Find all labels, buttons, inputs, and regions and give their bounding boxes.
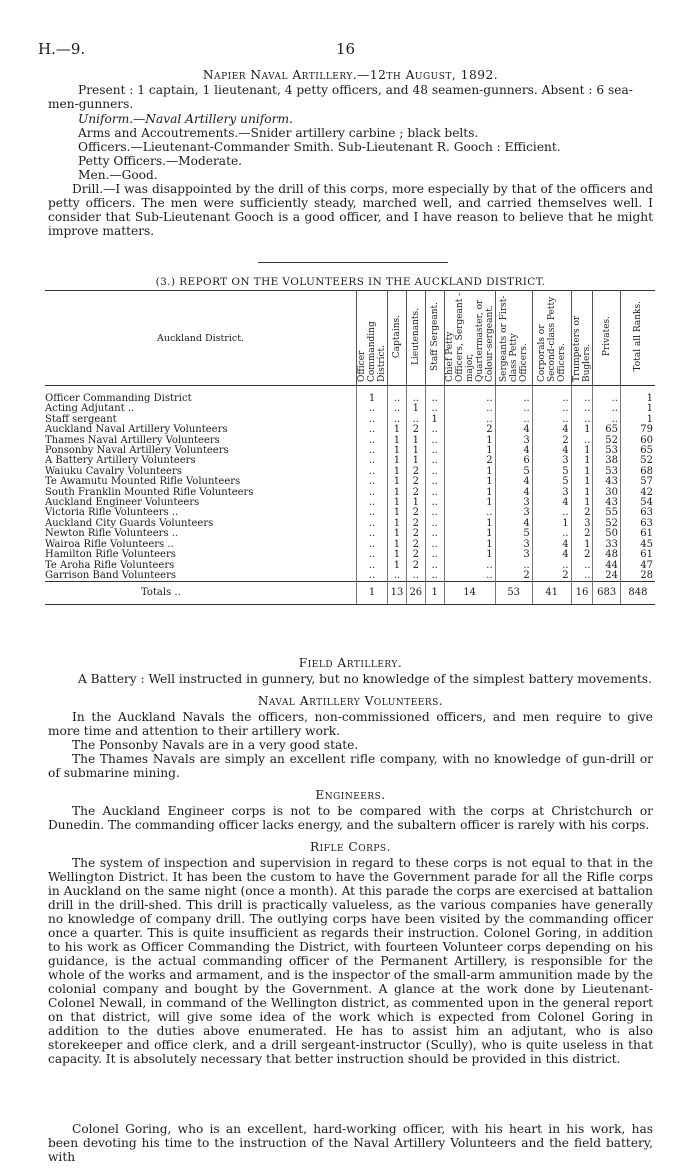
- table-cell: ..: [425, 488, 444, 498]
- naval-artillery-p2: The Ponsonby Navals are in a very good state.: [72, 738, 359, 752]
- table-cell: 79: [620, 425, 655, 435]
- row-label: Staff sergeant: [45, 413, 117, 425]
- table-cell: ..: [425, 436, 444, 446]
- table-cell: 1: [444, 498, 495, 508]
- row-label: Te Awamutu Mounted Rifle Volunteers: [45, 476, 241, 488]
- table-cell: 61: [620, 529, 655, 539]
- table-cell: ..: [495, 561, 532, 571]
- table-cell: ..: [444, 404, 495, 414]
- table-cell: 33: [593, 540, 621, 550]
- table-cell: 30: [593, 488, 621, 498]
- column-header: Chief Petty Officers, Sergeant - major, Quartermaster, or Colour-sergeant.: [444, 291, 495, 386]
- table-cell: ..: [357, 477, 388, 487]
- table-cell: 28: [620, 571, 655, 582]
- engineers-p1: The Auckland Engineer corps is not to be compared with the corps at Christchurch or Dunedin. The commanding officer lacks energy, and the subaltern officer is rarely with his corps.: [48, 804, 653, 832]
- table-cell: ..: [571, 386, 593, 405]
- column-header: Corporals or Second-class Petty Officers.: [532, 291, 571, 386]
- table-cell: ..: [425, 508, 444, 518]
- napier-men: Men.—Good.: [78, 168, 158, 182]
- napier-uniform: Uniform.—Naval Artillery uniform.: [78, 112, 293, 126]
- table-cell: ..: [425, 529, 444, 539]
- table-cell: 1: [406, 436, 425, 446]
- table-cell: ..: [425, 404, 444, 414]
- table-cell: 3: [495, 550, 532, 560]
- row-label: Te Aroha Rifle Volunteers: [45, 559, 175, 571]
- table-cell: 2: [444, 425, 495, 435]
- row-label: Newton Rifle Volunteers ..: [45, 528, 179, 540]
- row-label: Auckland Engineer Volunteers: [45, 497, 200, 509]
- table-cell: ..: [425, 519, 444, 529]
- table-cell: 1: [388, 561, 407, 571]
- table-cell: 4: [532, 540, 571, 550]
- table-cell: ..: [571, 404, 593, 414]
- table-cell: 3: [495, 508, 532, 518]
- row-label: South Franklin Mounted Rifle Volunteers: [45, 486, 254, 498]
- table-cell: 1: [388, 529, 407, 539]
- table-caption: (3.) REPORT ON THE VOLUNTEERS IN THE AUCKLAND DISTRICT.: [155, 276, 546, 288]
- table-cell: 2: [532, 571, 571, 582]
- table-cell: 1: [388, 446, 407, 456]
- table-cell: ..: [357, 550, 388, 560]
- table-cell: ..: [532, 561, 571, 571]
- table-cell: ..: [357, 519, 388, 529]
- table-cell: 3: [495, 540, 532, 550]
- present-line-2: men-gunners.: [48, 97, 134, 111]
- table-cell: 4: [495, 488, 532, 498]
- table-cell: ..: [388, 386, 407, 405]
- table-cell: 1: [571, 477, 593, 487]
- table-cell: ..: [425, 477, 444, 487]
- rifle-corps-p1: The system of inspection and supervision in regard to these corps is not equal to that in the Wellington District. It has been the custom to have the Government parade for all the Rifle corps in Auckland on the same night (once a month). At this parade the corps are exercised at battalion drill in the drill-shed. This drill is practically valueless, as the various companies have generally no knowledge of company drill. The outlying corps have been visited by the commanding officer once a quarter. This is quite insufficient as regards their instruction. Colonel Goring, in addition to his work as Officer Commanding the District, with fourteen Volunteer corps depending on his guidance, is the actual commanding officer of the Permanent Artillery, is responsible for the whole of the works and armament, and is the inspector of the small-arm ammunition made by the colonial company and bought by the Government. A glance at the work done by Lieutenant-Colonel Newall, in command of the Wellington district, as commented upon in the general report on that district, will give some idea of the work which is expected from Colonel Goring in addition to the duties above enumerated. He has to assist him an adjutant, who is also storekeeper and office clerk, and a drill sergeant-instructor (Scully), who is quite useless in that capacity. It is absolutely necessary that better instruction should be provided in this district.: [48, 856, 653, 1066]
- table-cell: 61: [620, 550, 655, 560]
- row-label: Thames Naval Artillery Volunteers: [45, 434, 220, 446]
- table-cell: 63: [620, 508, 655, 518]
- table-cell: 2: [406, 425, 425, 435]
- table-cell: ..: [425, 446, 444, 456]
- table-cell: 1: [425, 582, 444, 605]
- table-cell: 1: [388, 436, 407, 446]
- totals-label: Totals ..: [45, 582, 357, 605]
- table-cell: 683: [593, 582, 621, 605]
- table-cell: 65: [593, 425, 621, 435]
- table-cell: 1: [444, 436, 495, 446]
- table-cell: 2: [406, 519, 425, 529]
- table-cell: 45: [620, 540, 655, 550]
- table-cell: ..: [357, 561, 388, 571]
- table-cell: 1: [620, 415, 655, 425]
- rifle-corps-heading: Rifle Corps.: [310, 840, 391, 854]
- column-header: Trumpeters or Buglers.: [571, 291, 593, 386]
- table-cell: 1: [388, 477, 407, 487]
- table-cell: 4: [495, 519, 532, 529]
- table-cell: 5: [495, 529, 532, 539]
- table-cell: 44: [593, 561, 621, 571]
- table-cell: 6: [495, 456, 532, 466]
- present-line-1: Present : 1 captain, 1 lieutenant, 4 petty officers, and 48 seamen-gunners. Absent : 6 sea-: [78, 83, 633, 97]
- table-cell: ..: [425, 456, 444, 466]
- table-cell: 4: [495, 446, 532, 456]
- table-cell: ..: [388, 404, 407, 414]
- table-cell: 41: [532, 582, 571, 605]
- table-cell: ..: [444, 561, 495, 571]
- table-cell: 1: [425, 415, 444, 425]
- table-cell: ..: [388, 415, 407, 425]
- row-label: Auckland City Guards Volunteers: [45, 517, 214, 529]
- table-cell: ..: [357, 529, 388, 539]
- table-cell: 53: [593, 446, 621, 456]
- table-cell: 65: [620, 446, 655, 456]
- table-cell: 1: [444, 540, 495, 550]
- table-cell: 57: [620, 477, 655, 487]
- table-cell: 4: [532, 498, 571, 508]
- row-label: Victoria Rifle Volunteers ..: [45, 507, 179, 519]
- table-cell: 2: [406, 508, 425, 518]
- table-cell: ..: [532, 415, 571, 425]
- table-cell: ..: [495, 415, 532, 425]
- table-cell: 3: [495, 436, 532, 446]
- table-cell: 1: [406, 456, 425, 466]
- table-cell: ..: [357, 488, 388, 498]
- table-cell: 1: [444, 477, 495, 487]
- table-cell: ..: [532, 386, 571, 405]
- table-cell: ..: [357, 436, 388, 446]
- table-cell: ..: [357, 498, 388, 508]
- row-label: Auckland Naval Artillery Volunteers: [45, 424, 228, 436]
- naval-artillery-heading: Naval Artillery Volunteers.: [257, 694, 444, 708]
- row-label: Wairoa Rifle Volunteers ..: [45, 538, 174, 550]
- table-cell: 1: [388, 456, 407, 466]
- table-cell: 16: [571, 582, 593, 605]
- table-cell: 1: [571, 498, 593, 508]
- table-cell: 848: [620, 582, 655, 605]
- table-cell: 63: [620, 519, 655, 529]
- table-cell: 68: [620, 467, 655, 477]
- table-cell: 1: [388, 488, 407, 498]
- table-cell: 24: [593, 571, 621, 582]
- table-cell: 2: [571, 529, 593, 539]
- table-cell: 1: [532, 519, 571, 529]
- page-number: 16: [336, 40, 356, 58]
- table-cell: ..: [425, 425, 444, 435]
- table-cell: 3: [532, 456, 571, 466]
- table-cell: ..: [357, 456, 388, 466]
- table-cell: 1: [444, 529, 495, 539]
- table-cell: ..: [406, 386, 425, 405]
- table-cell: 2: [532, 436, 571, 446]
- table-cell: 1: [620, 386, 655, 405]
- table-cell: ..: [406, 415, 425, 425]
- table-row: [45, 550, 655, 560]
- table-cell: ..: [425, 467, 444, 477]
- column-header: Lieutenants.: [406, 291, 425, 386]
- table-cell: 14: [444, 582, 495, 605]
- table-cell: 1: [406, 498, 425, 508]
- table-cell: 53: [495, 582, 532, 605]
- table-cell: 52: [620, 456, 655, 466]
- table-cell: 1: [406, 404, 425, 414]
- row-label: Ponsonby Naval Artillery Volunteers: [45, 445, 229, 457]
- table-cell: 1: [357, 386, 388, 405]
- row-label: A Battery Artillery Volunteers: [45, 455, 196, 467]
- table-cell: 52: [593, 436, 621, 446]
- engineers-heading: Engineers.: [315, 788, 386, 802]
- table-cell: 1: [388, 425, 407, 435]
- table-cell: 4: [532, 425, 571, 435]
- table-row: [45, 571, 655, 582]
- row-label: Hamilton Rifle Volunteers: [45, 549, 176, 561]
- field-artillery-heading: Field Artillery.: [298, 656, 403, 670]
- totals-row: [45, 582, 655, 605]
- table-cell: ..: [571, 561, 593, 571]
- table-cell: 50: [593, 529, 621, 539]
- table-cell: 1: [571, 446, 593, 456]
- table-cell: 1: [571, 467, 593, 477]
- table-cell: ..: [495, 386, 532, 405]
- table-cell: ..: [425, 498, 444, 508]
- napier-officers: Officers.—Lieutenant-Commander Smith. Sub-Lieutenant R. Gooch : Efficient.: [78, 140, 561, 154]
- table-cell: 2: [406, 477, 425, 487]
- table-cell: 1: [444, 446, 495, 456]
- table-cell: 60: [620, 436, 655, 446]
- napier-arms: Arms and Accoutrements.—Snider artillery carbine ; black belts.: [78, 126, 479, 140]
- table-cell: 54: [620, 498, 655, 508]
- table-cell: ..: [532, 404, 571, 414]
- table-cell: 1: [444, 550, 495, 560]
- table-cell: 2: [406, 540, 425, 550]
- table-cell: 1: [388, 467, 407, 477]
- table-cell: 1: [357, 582, 388, 605]
- table-cell: 2: [406, 488, 425, 498]
- table-cell: 3: [571, 519, 593, 529]
- table-header-row: [45, 291, 655, 386]
- table-cell: ..: [357, 540, 388, 550]
- table-cell: 1: [571, 540, 593, 550]
- table-cell: 2: [406, 561, 425, 571]
- table-cell: 5: [532, 467, 571, 477]
- naval-artillery-p3: The Thames Navals are simply an excellent rifle company, with no knowledge of gun-drill or of submarine mining.: [48, 752, 653, 780]
- table-cell: 1: [620, 404, 655, 414]
- row-label: Waiuku Cavalry Volunteers: [45, 465, 182, 477]
- field-artillery-text: A Battery : Well instructed in gunnery, but no knowledge of the simplest battery movements.: [78, 672, 652, 686]
- table-cell: ..: [444, 415, 495, 425]
- table-cell: ..: [532, 508, 571, 518]
- table-cell: 1: [444, 519, 495, 529]
- table-cell: 1: [571, 425, 593, 435]
- column-header: Sergeants or First-class Petty Officers.: [495, 291, 532, 386]
- table-cell: ..: [425, 571, 444, 582]
- table-cell: 4: [532, 550, 571, 560]
- table-cell: 26: [406, 582, 425, 605]
- table-cell: 3: [495, 498, 532, 508]
- table-cell: 1: [388, 519, 407, 529]
- table-cell: 2: [444, 456, 495, 466]
- table-cell: ..: [425, 550, 444, 560]
- table-cell: 55: [593, 508, 621, 518]
- table-cell: 53: [593, 467, 621, 477]
- table-cell: ..: [425, 386, 444, 405]
- table-cell: 2: [571, 550, 593, 560]
- table-cell: 1: [406, 446, 425, 456]
- table-cell: 1: [388, 550, 407, 560]
- table-cell: ..: [425, 561, 444, 571]
- table-cell: 4: [532, 446, 571, 456]
- table-cell: 1: [571, 456, 593, 466]
- table-cell: ..: [444, 386, 495, 405]
- table-cell: 2: [406, 529, 425, 539]
- rifle-corps-p2: Colonel Goring, who is an excellent, hard-working officer, with his heart in his work, has been devoting his time to the instruction of the Naval Artillery Volunteers and the field battery, with: [48, 1122, 653, 1164]
- table-cell: 4: [495, 477, 532, 487]
- table-cell: 5: [495, 467, 532, 477]
- row-label: Garrison Band Volunteers: [45, 569, 176, 581]
- naval-artillery-p1: In the Auckland Navals the officers, non-commissioned officers, and men require to give more time and attention to their artillery work.: [48, 710, 653, 738]
- column-header: Total all Ranks.: [620, 291, 655, 386]
- table-cell: ..: [357, 508, 388, 518]
- column-header: Staff Sergeant.: [425, 291, 444, 386]
- table-cell: ..: [357, 415, 388, 425]
- table-cell: 2: [406, 467, 425, 477]
- table-cell: ..: [357, 446, 388, 456]
- row-label: Officer Commanding District: [45, 393, 192, 404]
- table-cell: ..: [357, 571, 388, 582]
- table-cell: 1: [444, 488, 495, 498]
- table-cell: 43: [593, 477, 621, 487]
- table-cell: 2: [406, 550, 425, 560]
- table-cell: ..: [425, 540, 444, 550]
- table-cell: ..: [357, 467, 388, 477]
- table-cell: ..: [406, 571, 425, 582]
- table-cell: ..: [357, 425, 388, 435]
- table-cell: 1: [388, 498, 407, 508]
- district-header: Auckland District.: [156, 332, 245, 344]
- table-cell: 13: [388, 582, 407, 605]
- table-cell: 43: [593, 498, 621, 508]
- table-cell: 5: [532, 477, 571, 487]
- table-cell: ..: [495, 404, 532, 414]
- table-row: [45, 386, 655, 405]
- table-cell: 2: [571, 508, 593, 518]
- document-reference: H.—9.: [38, 40, 86, 58]
- table-cell: 1: [571, 488, 593, 498]
- table-cell: 52: [593, 519, 621, 529]
- table-cell: 1: [388, 540, 407, 550]
- table-cell: ..: [571, 415, 593, 425]
- table-cell: 4: [495, 425, 532, 435]
- table-cell: ..: [444, 571, 495, 582]
- row-label: Acting Adjutant ..: [45, 403, 135, 415]
- table-cell: 1: [388, 508, 407, 518]
- table-cell: ..: [593, 415, 621, 425]
- table-cell: 3: [532, 488, 571, 498]
- table-cell: 47: [620, 561, 655, 571]
- table-cell: ..: [571, 571, 593, 582]
- table-cell: ..: [357, 404, 388, 414]
- column-header: Officer Commanding District.: [357, 291, 388, 386]
- column-header: Privates.: [593, 291, 621, 386]
- table-cell: 48: [593, 550, 621, 560]
- section-divider: [258, 262, 448, 263]
- table-cell: 2: [495, 571, 532, 582]
- volunteers-table: [45, 290, 655, 605]
- napier-petty-officers: Petty Officers.—Moderate.: [78, 154, 243, 168]
- table-cell: ..: [571, 436, 593, 446]
- table-cell: ..: [532, 529, 571, 539]
- table-cell: ..: [593, 404, 621, 414]
- column-header: Captains.: [388, 291, 407, 386]
- napier-drill: Drill.—I was disappointed by the drill of this corps, more especially by that of the officers and petty officers. The men were sufficiently steady, marched well, and carried themselves well. I consider that Sub-Lieutenant Gooch is a good officer, and I have reason to believe that he might improve matters.: [48, 182, 653, 238]
- table-cell: ..: [444, 508, 495, 518]
- table-cell: ..: [593, 386, 621, 405]
- napier-present: [48, 83, 653, 111]
- table-cell: 38: [593, 456, 621, 466]
- table-cell: 1: [444, 467, 495, 477]
- table-cell: ..: [388, 571, 407, 582]
- napier-title: Napier Naval Artillery.—12th August, 1892.: [202, 68, 499, 82]
- table-cell: 42: [620, 488, 655, 498]
